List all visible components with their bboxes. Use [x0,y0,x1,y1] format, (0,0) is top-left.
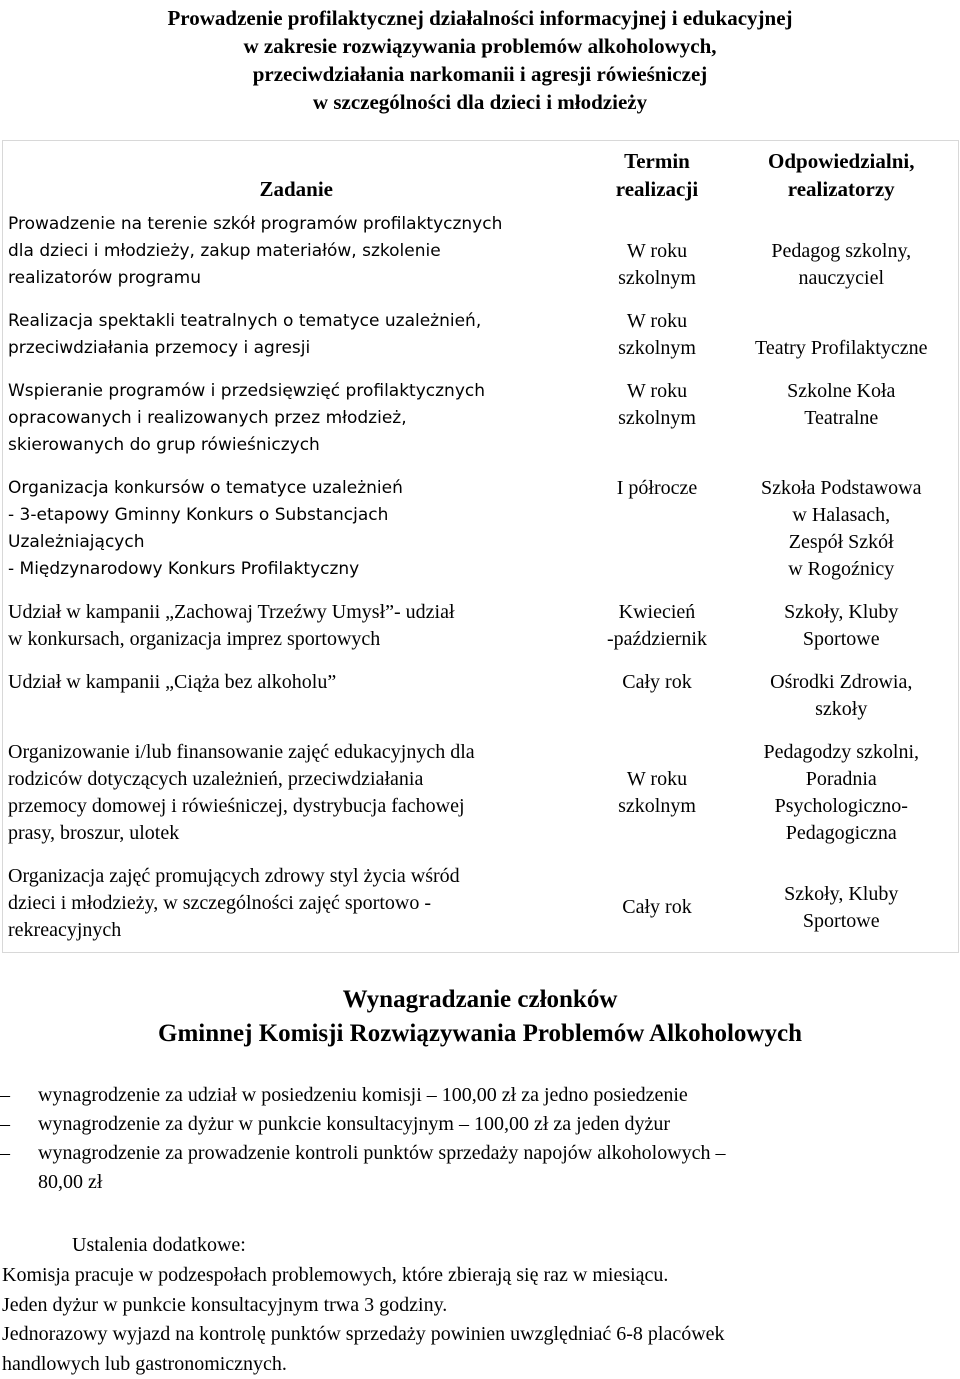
title-line: przeciwdziałania narkomanii i agresji rówieśniczej [252,62,708,86]
dash-bullet: – [0,1113,10,1135]
task-cell: Udział w kampanii „Ciąża bez alkoholu” [8,671,337,693]
table-row [3,847,959,953]
header-responsible: Odpowiedzialni, realizatorzy [768,149,915,201]
responsible-cell: Szkoły, Kluby Sportowe [784,601,899,650]
term-cell: W roku szkolnym [618,310,696,359]
term-cell: I półrocze [616,477,698,499]
fee-text: wynagrodzenie za prowadzenie kontroli punktów sprzedaży napojów alkoholowych – [38,1142,726,1164]
task-cell: Prowadzenie na terenie szkół programów profilaktycznych dla dzieci i młodzieży, zakup materiałów, szkolenie realizatorów programu [8,214,503,288]
fee-text: 80,00 zł [38,1171,103,1193]
responsible-cell: Pedagog szkolny, nauczyciel [771,240,912,289]
note-line: handlowych lub gastronomicznych. [2,1352,287,1375]
responsible-cell: Ośrodki Zdrowia, szkoły [770,671,913,720]
document-title [0,4,960,116]
table-header-row [3,141,959,204]
table-row [3,653,959,723]
list-item [0,1081,930,1110]
remuneration-list [0,1081,930,1197]
list-item [0,1139,930,1197]
table-row [3,203,959,292]
responsible-cell: Szkoły, Kluby Sportowe [784,882,899,932]
remuneration-title-line: Wynagradzanie członków [342,986,618,1013]
table-row [3,723,959,847]
fee-text: wynagrodzenie za udział w posiedzeniu komisji – 100,00 zł za jedno posiedzenie [38,1084,688,1106]
responsible-cell: Teatry Profilaktyczne [755,337,928,359]
dash-bullet: – [0,1084,10,1106]
task-cell: Realizacja spektakli teatralnych o tematyce uzależnień, przeciwdziałania przemocy i agresji [8,311,482,358]
task-cell: Wspieranie programów i przedsięwzięć profilaktycznych opracowanych i realizowanych przez młodzież, skierowanych do grup rówieśniczych [8,381,486,455]
remuneration-title [0,983,960,1051]
tasks-table [2,140,959,953]
table-row [3,459,959,583]
table-row [3,292,959,362]
term-cell: Kwiecień -październik [607,601,707,650]
table-row [3,362,959,459]
responsible-cell: Szkoła Podstawowa w Halasach, Zespół Szkół w Rogoźnicy [760,477,922,580]
header-task: Zadanie [259,177,334,201]
title-line: w zakresie rozwiązywania problemów alkoholowych, [243,34,717,58]
title-line: w szczególności dla dzieci i młodzieży [312,90,648,114]
task-cell: Organizacja zajęć promujących zdrowy styl życia wśród dzieci i młodzieży, w szczególności zajęć sportowo - rekreacyjnych [8,865,460,941]
table-row [3,583,959,653]
term-cell: W roku szkolnym [618,768,696,817]
list-item [0,1110,930,1139]
dash-bullet: – [0,1142,10,1164]
additional-notes [2,1261,952,1379]
additional-heading: Ustalenia dodatkowe: [72,1234,246,1256]
responsible-cell: Pedagodzy szkolni, Poradnia Psychologiczno- Pedagogiczna [763,741,920,844]
note-line: Jeden dyżur w punkcie konsultacyjnym trwa 3 godziny. [2,1293,448,1316]
term-cell: Cały rok [622,671,692,693]
fee-text: wynagrodzenie za dyżur w punkcie konsultacyjnym – 100,00 zł za jeden dyżur [38,1113,671,1135]
title-line: Prowadzenie profilaktycznej działalności informacyjnej i edukacyjnej [167,6,793,30]
term-cell: W roku szkolnym [618,240,696,289]
task-cell: Organizowanie i/lub finansowanie zajęć edukacyjnych dla rodziców dotyczących uzależnień, przeciwdziałania przemocy domowej i rówieśniczej, dystrybucja fachowej prasy, broszur, ulotek [8,741,475,844]
note-line: Komisja pracuje w podzespołach problemowych, które zbierają się raz w miesiącu. [2,1264,669,1286]
term-cell: Cały rok [622,896,692,918]
note-line: Jednorazowy wyjazd na kontrolę punktów sprzedaży powinien uwzględniać 6-8 placówek [2,1323,725,1345]
responsible-cell: Szkolne Koła Teatralne [787,380,896,429]
task-cell: Organizacja konkursów o tematyce uzależnień - 3-etapowy Gminny Konkurs o Substancjach Uzależniających - Międzynarodowy Konkurs Profilaktyczny [8,478,403,579]
remuneration-title-line: Gminnej Komisji Rozwiązywania Problemów Alkoholowych [158,1020,802,1047]
header-term: Termin realizacji [615,149,699,201]
term-cell: W roku szkolnym [618,380,696,429]
task-cell: Udział w kampanii „Zachowaj Trzeźwy Umysł”- udział w konkursach, organizacja imprez sportowych [8,601,455,650]
